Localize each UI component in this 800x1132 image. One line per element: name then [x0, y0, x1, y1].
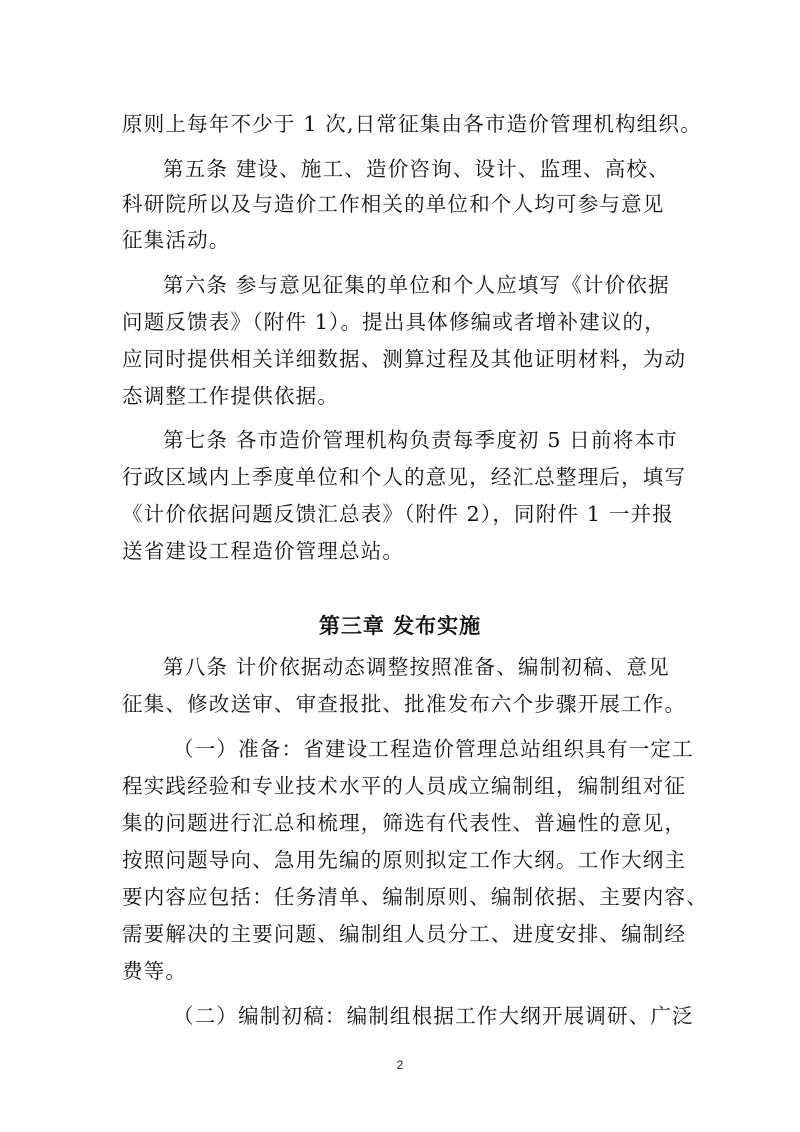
paragraph-line: 征集活动。: [122, 228, 231, 252]
paragraph-line: 原则上每年不少于 1 次,日常征集由各市造价管理机构组织。: [122, 112, 702, 136]
paragraph-line: 《计价依据问题反馈汇总表》（附件 2），同附件 1 一并报: [122, 502, 674, 526]
item-1-line: （一）准备：省建设工程造价管理总站组织具有一定工: [173, 737, 694, 761]
paragraph-line: 科研院所以及与造价工作相关的单位和个人均可参与意见: [122, 192, 665, 216]
paragraph-line: 费等。: [122, 959, 188, 983]
paragraph-line: 征集、修改送审、审查报批、批准发布六个步骤开展工作。: [122, 692, 687, 716]
paragraph-line: 要内容应包括：任务清单、编制原则、编制依据、主要内容、: [122, 885, 708, 909]
paragraph-line: 按照问题导向、急用先编的原则拟定工作大纲。工作大纲主: [122, 848, 687, 872]
paragraph-line: 程实践经验和专业技术水平的人员成立编制组，编制组对征: [122, 774, 687, 798]
paragraph-line: 行政区域内上季度单位和个人的意见，经汇总整理后，填写: [122, 465, 687, 489]
article-8-line: 第八条 计价依据动态调整按照准备、编制初稿、意见: [163, 655, 670, 679]
article-6-line: 第六条 参与意见征集的单位和个人应填写《计价依据: [163, 273, 670, 297]
paragraph-line: 态调整工作提供依据。: [122, 384, 339, 408]
paragraph-line: 送省建设工程造价管理总站。: [122, 539, 405, 563]
paragraph-line: 应同时提供相关详细数据、测算过程及其他证明材料，为动: [122, 347, 687, 371]
article-7-line: 第七条 各市造价管理机构负责每季度初 5 日前将本市: [163, 428, 678, 452]
article-5-line: 第五条 建设、施工、造价咨询、设计、监理、高校、: [163, 157, 670, 181]
paragraph-line: 问题反馈表》（附件 1）。提出具体修编或者增补建议的，: [122, 310, 666, 334]
page-number: 2: [396, 1058, 404, 1072]
paragraph-line: 集的问题进行汇总和梳理，筛选有代表性、普遍性的意见，: [122, 811, 687, 835]
item-2-line: （二）编制初稿：编制组根据工作大纲开展调研、广泛: [173, 1004, 694, 1028]
paragraph-line: 需要解决的主要问题、编制组人员分工、进度安排、编制经: [122, 922, 687, 946]
chapter-heading: 第三章 发布实施: [318, 613, 482, 638]
